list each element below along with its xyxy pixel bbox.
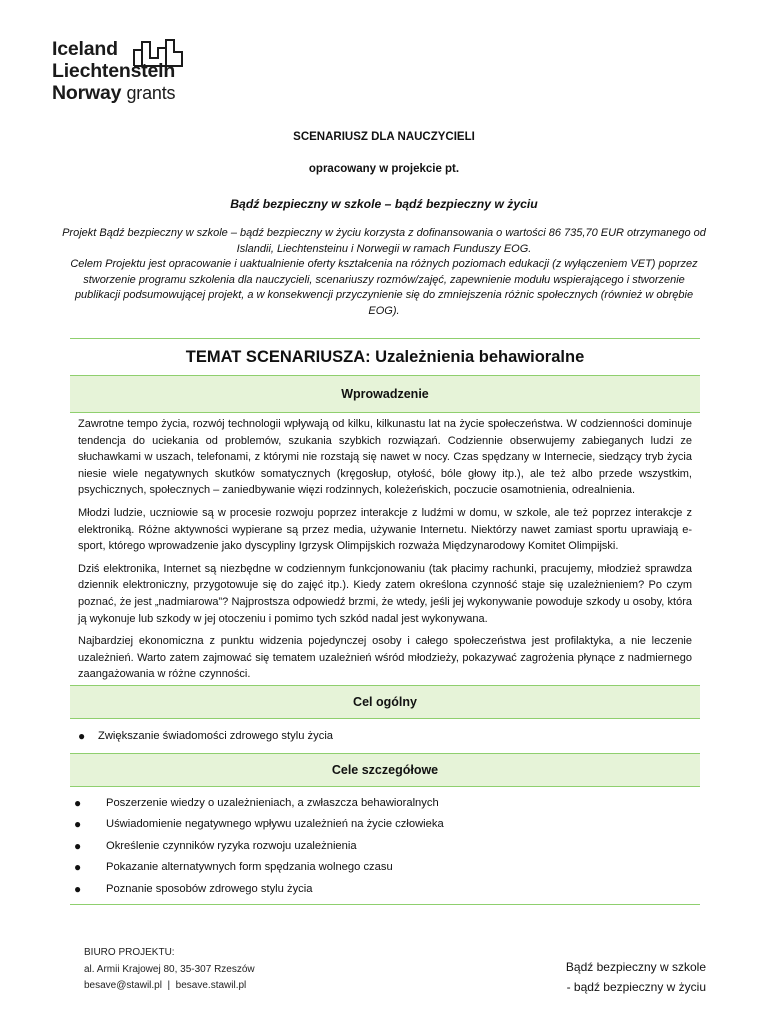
list-item [70, 792, 700, 814]
slogan-line: Bądź bezpieczny w szkole [565, 960, 706, 974]
bullet-icon: ● [78, 728, 86, 743]
list-item [70, 835, 700, 857]
intro-body [70, 413, 700, 686]
intro-paragraph: Młodzi ludzie, uczniowie są w procesie rozwoju poprzez interakcje z ludźmi w domu, w szkole, ale też poprzez interakcje z elektroniką. Różne aktywności wypierane są przez media, używanie Internetu. Niektórzy nawet zamiast sportu uprawiają e-sport, którego wprowadzenie jako dyscypliny Igrzysk Olimpijskich rozważa Międzynarodowy Komitet Olimpijski. [78, 506, 692, 553]
list-item-text: Pokazanie alternatywnych form spędzania wolnego czasu [106, 861, 393, 874]
general-goal-list [70, 719, 700, 754]
bullet-icon: ● [74, 817, 82, 832]
list-item [70, 878, 700, 900]
intro-paragraph: Najbardziej ekonomiczna z punktu widzenia pojedynczej osoby i całego społeczeństwa jest profilaktyka, a nie leczenie uzależnień. Warto zatem zajmować się tematem uzależnień wśród młodzieży, pokazywać zagrożenia płynące z nadmiernego zaangażowania w różne czynności. [78, 635, 692, 681]
list-item [70, 814, 700, 836]
logo-grants: grants [126, 83, 176, 103]
specific-goals-heading: Cele szczegółowe [70, 754, 700, 787]
bullet-icon: ● [74, 860, 82, 875]
bullet-icon: ● [74, 882, 82, 897]
grants-logo [52, 38, 212, 118]
bullet-icon: ● [74, 795, 82, 810]
slogan-line: - bądź bezpieczny w życiu [566, 980, 706, 994]
list-item-text: Poszerzenie wiedzy o uzależnieniach, a zwłaszcza behawioralnych [106, 796, 439, 809]
project-intro [62, 226, 706, 319]
list-item-text: Uświadomienie negatywnego wpływu uzależnień na życie człowieka [106, 818, 444, 831]
project-office [84, 945, 255, 995]
bullet-icon: ● [74, 838, 82, 853]
office-contact: besave@stawil.pl | besave.stawil.pl [84, 980, 247, 991]
list-item [70, 857, 700, 879]
general-goal-heading: Cel ogólny [70, 686, 700, 719]
office-address: al. Armii Krajowej 80, 35-307 Rzeszów [84, 963, 255, 975]
project-name: Bądź bezpieczny w szkole – bądź bezpieczny w życiu [230, 197, 538, 211]
document-title: SCENARIUSZ DLA NAUCZYCIELI [293, 131, 475, 143]
logo-bars-icon [132, 38, 186, 68]
specific-goals-list [70, 787, 700, 905]
document-subtitle: opracowany w projekcie pt. [308, 163, 460, 175]
list-item-text: Określenie czynników ryzyka rozwoju uzależnienia [106, 839, 357, 852]
footer-slogan [566, 957, 706, 997]
intro-paragraph: Zawrotne tempo życia, rozwój technologii wpływają od kilku, kilkunastu lat na życie społeczeństwa. W codzienności dominuje tendencja do uciekania od problemów, szukania szybkich rozwiązań. Codziennie obserwujemy zabieganych ludzi ze słuchawkami w uszach, telefonami, z którymi nie rozstają się nawet w nocy. Czas spędzany w Internecie, siedzący tryb życia niesie wiele negatywnych skutków somatycznych (kręgosłup, otyłość, bóle głowy itp.), ale też albo przede wszystkim, psychicznych, społecznych – zaniedbywanie więzi rodzinnych, koleżeńskich, poczucie osamotnienia, odrealnienia. [78, 418, 692, 497]
logo-line-norway: Norway [52, 82, 122, 104]
logo-line-liechtenstein: Liechtenstein [52, 60, 176, 82]
intro-funding: Projekt Bądź bezpieczny w szkole – bądź bezpieczny w życiu korzysta z dofinansowania o wartości 86 735,70 EUR otrzymanego od Islandii, Liechtensteinu i Norwegii w ramach Funduszy EOG. [62, 227, 706, 255]
intro-goal: Celem Projektu jest opracowanie i uaktualnienie oferty kształcenia na różnych poziomach edukacji (z wyłączeniem VET) poprzez stworzenie programu szkolenia dla nauczycieli, scenariuszy rozmów/zajęć, zapewnienie modułu wspierającego i stworzenie publikacji podsumowującej projekt, a w konsekwencji przyczynienie się do zmniejszenia różnic społecznych (również w obrębie EOG). [70, 258, 698, 317]
list-item-text: Zwiększanie świadomości zdrowego stylu życia [98, 729, 334, 742]
office-label: BIURO PROJEKTU: [84, 947, 175, 958]
list-item-text: Poznanie sposobów zdrowego stylu życia [106, 883, 313, 896]
intro-heading: Wprowadzenie [70, 376, 700, 413]
logo-line-iceland: Iceland [52, 38, 118, 60]
topic-title: TEMAT SCENARIUSZA: Uzależnienia behawioralne [70, 339, 700, 376]
list-item [70, 719, 700, 753]
scenario-table [70, 338, 700, 905]
intro-paragraph: Dziś elektronika, Internet są niezbędne w codziennym funkcjonowaniu (tak płacimy rachunki, pracujemy, młodzież sprawdza dziennik elektroniczny, przygotowuje się do zajęć itp.). Kiedy zatem określona czynność staje się uzależnieniem? Po czym poznać, że jest „nadmiarowa”? Najprostsza odpowiedź brzmi, że wtedy, jeśli jej wykonywanie powoduje szkody u osoby, która ją wykonuje lub szkody w jej otoczeniu i pomimo tych szkód nadal jest wykonywana. [78, 562, 692, 625]
